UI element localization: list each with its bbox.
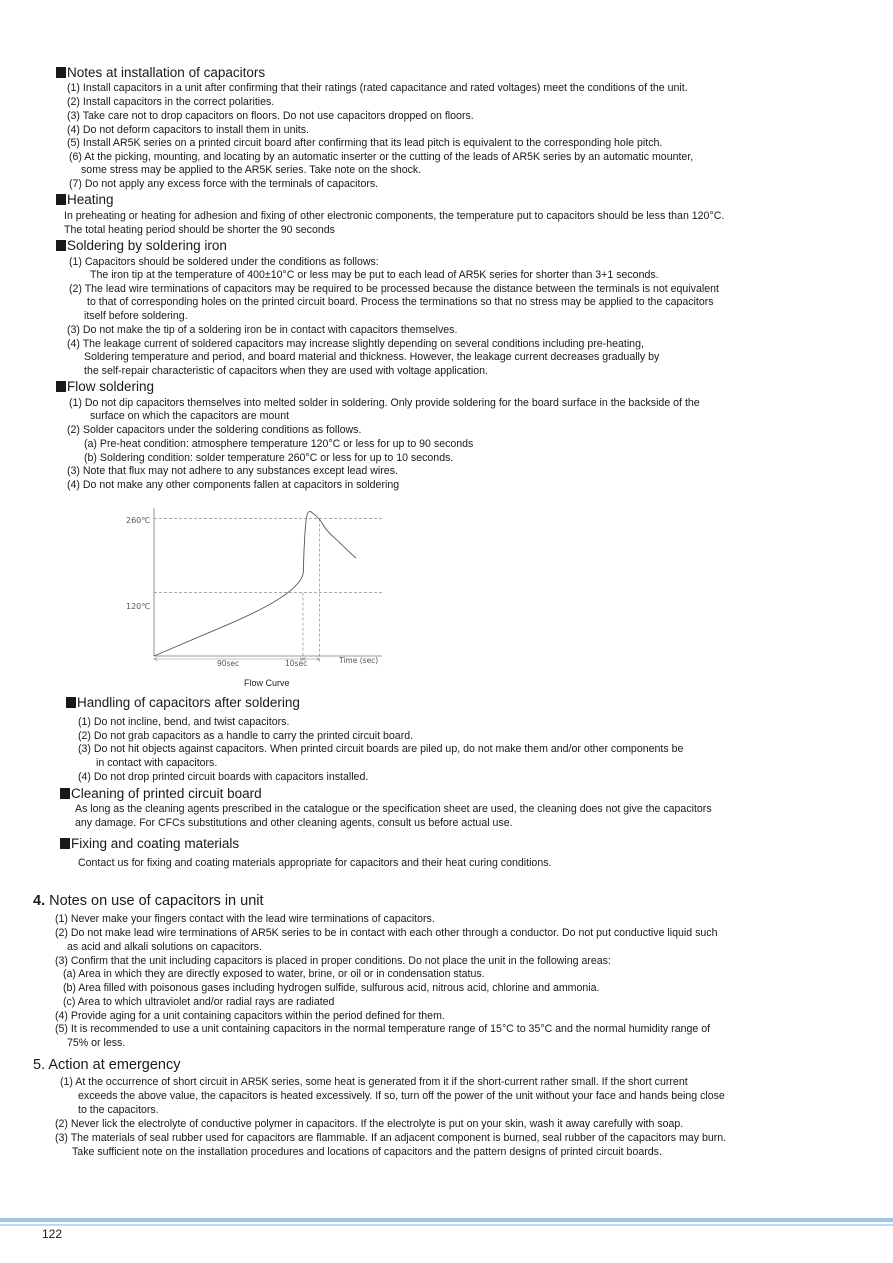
text-line: (3) The materials of seal rubber used for capacitors are flammable. If an adjacent component is burned, seal rubber of the capacitors may burn. bbox=[55, 1132, 727, 1144]
text-line: The iron tip at the temperature of 400±10°C or less may be put to each lead of AR5K series for shorter than 3+1 seconds. bbox=[90, 269, 659, 281]
text-line: (2) Do not grab capacitors as a handle to carry the printed circuit board. bbox=[78, 730, 414, 742]
chart-title: Flow Curve bbox=[244, 678, 290, 688]
text-line: (3) Do not make the tip of a soldering iron be in contact with capacitors themselves. bbox=[67, 324, 458, 336]
text-line: (6) At the picking, mounting, and locating by an automatic inserter or the cutting of the leads of AR5K series by an automatic mounter, bbox=[69, 151, 694, 163]
square-bullet-icon bbox=[56, 67, 66, 78]
section-heading-flow-soldering: Flow soldering bbox=[56, 379, 154, 395]
text-line: (3) Do not hit objects against capacitors. When printed circuit boards are piled up, do not make them and/or other components be bbox=[78, 743, 684, 755]
text-line: (2) Never lick the electrolyte of conductive polymer in capacitors. If the electrolyte is put on your skin, wash it away carefully with soap. bbox=[55, 1118, 684, 1130]
text-line: (1) Capacitors should be soldered under the conditions as follows: bbox=[69, 256, 379, 268]
text-line: (4) Do not make any other components fallen at capacitors in soldering bbox=[67, 479, 400, 491]
text-line: (4) The leakage current of soldered capacitors may increase slightly depending on several conditions including pre-heating, bbox=[67, 338, 644, 350]
x-axis-label: Time (sec) bbox=[339, 656, 379, 665]
page-number: 122 bbox=[42, 1227, 63, 1241]
text-line: (c) Area to which ultraviolet and/or radial rays are radiated bbox=[63, 996, 335, 1008]
text-line: As long as the cleaning agents prescribed in the catalogue or the specification sheet are used, the cleaning does not give the capacitors bbox=[75, 803, 712, 815]
text-line: Take sufficient note on the installation procedures and locations of capacitors and the pattern designs of printed circuit boards. bbox=[72, 1146, 662, 1158]
square-bullet-icon bbox=[60, 838, 70, 849]
temperature-curve bbox=[154, 511, 356, 656]
text-line: in contact with capacitors. bbox=[96, 757, 218, 769]
text-line: (b) Area filled with poisonous gases including hydrogen sulfide, sulfurous acid, nitrous acid, chlorine and ammonia. bbox=[63, 982, 600, 994]
text-line: (2) Install capacitors in the correct polarities. bbox=[67, 96, 275, 108]
text-line: to the capacitors. bbox=[78, 1104, 159, 1116]
text-line: (1) Do not incline, bend, and twist capacitors. bbox=[78, 716, 290, 728]
text-line: (2) Do not make lead wire terminations of AR5K series to be in contact with each other through a conductor. Do not put conductive liquid such bbox=[55, 927, 718, 939]
square-bullet-icon bbox=[60, 788, 70, 799]
text-line: (5) It is recommended to use a unit containing capacitors in the normal temperature range of 15°C to 35°C and the normal humidity range of bbox=[55, 1023, 711, 1035]
text-line: (7) Do not apply any excess force with the terminals of capacitors. bbox=[69, 178, 379, 190]
text-line: some stress may be applied to the AR5K series. Take note on the shock. bbox=[81, 164, 422, 176]
text-line: to that of corresponding holes on the printed circuit board. Process the terminations so that no stress may be applied to the capacitors bbox=[87, 296, 714, 308]
section-5-title: 5. Action at emergency bbox=[33, 1057, 181, 1073]
text-line: exceeds the above value, the capacitors is heated excessively. If so, turn off the power of the unit without your face and hands being close bbox=[78, 1090, 725, 1102]
footer-band-thin bbox=[0, 1224, 893, 1226]
text-line: as acid and alkali solutions on capacitors. bbox=[67, 941, 262, 953]
text-line: 75% or less. bbox=[67, 1037, 126, 1049]
text-line: (b) Soldering condition: solder temperature 260°C or less for up to 10 seconds. bbox=[84, 452, 454, 464]
text-line: (2) The lead wire terminations of capacitors may be required to be processed because the distance between the terminals is not equivalent bbox=[69, 283, 719, 295]
text-line: surface on which the capacitors are mount bbox=[90, 410, 290, 422]
square-bullet-icon bbox=[56, 381, 66, 392]
section-4-title: 4. Notes on use of capacitors in unit bbox=[33, 893, 264, 909]
section-heading-heating: Heating bbox=[56, 192, 114, 208]
text-line: (1) At the occurrence of short circuit in AR5K series, some heat is generated from it if the short-current rather small. If the short current bbox=[60, 1076, 688, 1088]
interval-label-10sec: 10sec bbox=[285, 659, 308, 668]
text-line: the self-repair characteristic of capacitors when they are used with voltage application. bbox=[84, 365, 488, 377]
section-heading-fixing: Fixing and coating materials bbox=[60, 836, 239, 852]
text-line: itself before soldering. bbox=[84, 310, 188, 322]
text-line: (4) Do not deform capacitors to install them in units. bbox=[67, 124, 309, 136]
section-heading-soldering-iron: Soldering by soldering iron bbox=[56, 238, 227, 254]
text-line: (2) Solder capacitors under the soldering conditions as follows. bbox=[67, 424, 362, 436]
interval-label-90sec: 90sec bbox=[217, 659, 240, 668]
footer-band bbox=[0, 1218, 893, 1222]
section-heading-handling: Handling of capacitors after soldering bbox=[66, 695, 300, 711]
text-line: (4) Do not drop printed circuit boards with capacitors installed. bbox=[78, 771, 369, 783]
text-line: Soldering temperature and period, and board material and thickness. However, the leakage current decreases gradually by bbox=[84, 351, 660, 363]
square-bullet-icon bbox=[66, 697, 76, 708]
text-line: (5) Install AR5K series on a printed circuit board after confirming that its lead pitch is equivalent to the corresponding hole pitch. bbox=[67, 137, 663, 149]
text-line: Contact us for fixing and coating materials appropriate for capacitors and their heat curing conditions. bbox=[78, 857, 552, 869]
text-line: (3) Confirm that the unit including capacitors is placed in proper conditions. Do not place the unit in the following areas: bbox=[55, 955, 611, 967]
square-bullet-icon bbox=[56, 240, 66, 251]
flow-curve-chart bbox=[110, 500, 400, 695]
y-tick-label-260: 260℃ bbox=[126, 516, 151, 525]
text-line: (3) Take care not to drop capacitors on floors. Do not use capacitors dropped on floors. bbox=[67, 110, 474, 122]
text-line: (4) Provide aging for a unit containing capacitors within the period defined for them. bbox=[55, 1010, 445, 1022]
text-line: (a) Pre-heat condition: atmosphere temperature 120°C or less for up to 90 seconds bbox=[84, 438, 474, 450]
section-heading-cleaning: Cleaning of printed circuit board bbox=[60, 786, 262, 802]
text-line: (1) Never make your fingers contact with the lead wire terminations of capacitors. bbox=[55, 913, 435, 925]
section-heading-installation: Notes at installation of capacitors bbox=[56, 65, 265, 81]
text-line: (3) Note that flux may not adhere to any substances except lead wires. bbox=[67, 465, 398, 477]
text-line: The total heating period should be shorter the 90 seconds bbox=[64, 224, 335, 236]
square-bullet-icon bbox=[56, 194, 66, 205]
text-line: any damage. For CFCs substitutions and other cleaning agents, consult us before actual use. bbox=[75, 817, 513, 829]
text-line: (1) Install capacitors in a unit after confirming that their ratings (rated capacitance and rated voltages) meet the conditions of the unit. bbox=[67, 82, 688, 94]
text-line: In preheating or heating for adhesion and fixing of other electronic components, the temperature put to capacitors should be less than 120°C. bbox=[64, 210, 725, 222]
text-line: (a) Area in which they are directly exposed to water, brine, or oil or in condensation status. bbox=[63, 968, 485, 980]
text-line: (1) Do not dip capacitors themselves into melted solder in soldering. Only provide soldering for the board surface in the backside of the bbox=[69, 397, 700, 409]
y-tick-label-120: 120℃ bbox=[126, 602, 151, 611]
